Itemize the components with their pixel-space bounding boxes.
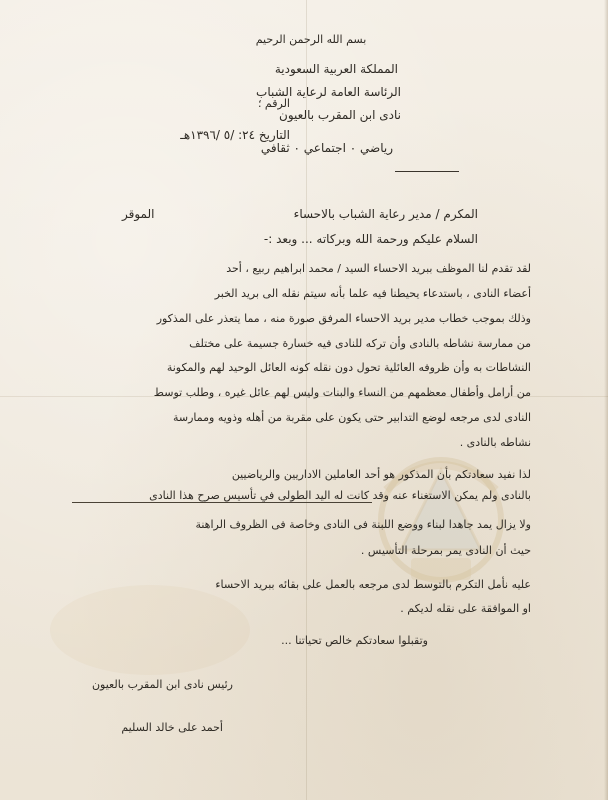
request-line-1: عليه نأمل التكرم بالتوسط لدى مرجعه بالعمل على بقائه ببريد الاحساء (215, 578, 531, 591)
body2-line-1: لذا نفيد سعادتكم بأن المذكور هو أحد العاملين الاداريين والرياضيين (231, 468, 531, 481)
highlight-underline (72, 502, 372, 503)
org-line-2: الرئاسة العامة لرعاية الشباب (256, 85, 401, 99)
addressee-honorific: الموقر (122, 207, 155, 221)
body-line-5: النشاطات به وأن ظروفه العائلية تحول دون نقله كونه العائل الوحيد لهم والمكونة (166, 361, 531, 374)
body-line-2: أعضاء النادى ، باستدعاء يحيطنا فيه علما بأنه سيتم نقله الى بريد الخبر (214, 287, 531, 300)
signature-name: أحمد على خالد السليم (121, 721, 223, 734)
body2-line-4: حيث أن النادى يمر بمرحلة التأسيس . (360, 544, 531, 557)
motto: رياضي ٠ اجتماعي ٠ ثقافي (260, 141, 393, 155)
body2-line-2: بالنادى ولم يمكن الاستغناء عنه وقد كانت له اليد الطولى في تأسيس صرح هذا النادى (149, 489, 531, 502)
org-line-3: نادى ابن المقرب بالعيون (279, 108, 401, 122)
body-line-6: من أرامل وأطفال معظمهم من النساء والبنات وليس لهم عائل غيره ، وطلب توسط (153, 386, 531, 399)
motto-underline (395, 171, 459, 172)
closing-line: وتقبلوا سعادتكم خالص تحياتنا ... (281, 634, 428, 647)
body-line-8: نشاطه بالنادى . (459, 436, 531, 449)
org-line-1: المملكة العربية السعودية (274, 62, 398, 76)
signature-title: رئيس نادى ابن المقرب بالعيون (91, 678, 233, 691)
reference-number: الرقم ؛ (257, 97, 290, 110)
greeting: السلام عليكم ورحمة الله وبركاته ... وبعد :- (263, 232, 478, 246)
paper-edge-shadow (604, 0, 608, 800)
body-line-1: لقد تقدم لنا الموظف ببريد الاحساء السيد / محمد ابراهيم ربيع ، أحد (226, 262, 531, 275)
body-line-4: من ممارسة نشاطه بالنادى وأن تركه للنادى فيه خسارة جسيمة على مختلف (189, 337, 531, 350)
body2-line-3: ولا يزال يمد جاهدا لبناء ووضع اللبنة فى النادى وخاصة فى الظروف الراهنة (195, 518, 531, 531)
body-line-7: النادى لدى مرجعه لوضع التدابير حتى يكون على مقربة من أهله وذويه وممارسة (172, 411, 531, 424)
body-line-3: وذلك بموجب خطاب مدير بريد الاحساء المرفق صورة منه ، مما يتعذر على المذكور (156, 312, 531, 325)
basmala: بسم الله الرحمن الرحيم (255, 33, 367, 46)
reference-date: التاريخ ٢٤: /٥ /١٣٩٦هـ (180, 128, 290, 142)
addressee-line: المكرم / مدير رعاية الشباب بالاحساء (293, 207, 478, 221)
paper-stain (50, 585, 250, 675)
request-line-2: او الموافقة على نقله لديكم . (400, 602, 531, 615)
